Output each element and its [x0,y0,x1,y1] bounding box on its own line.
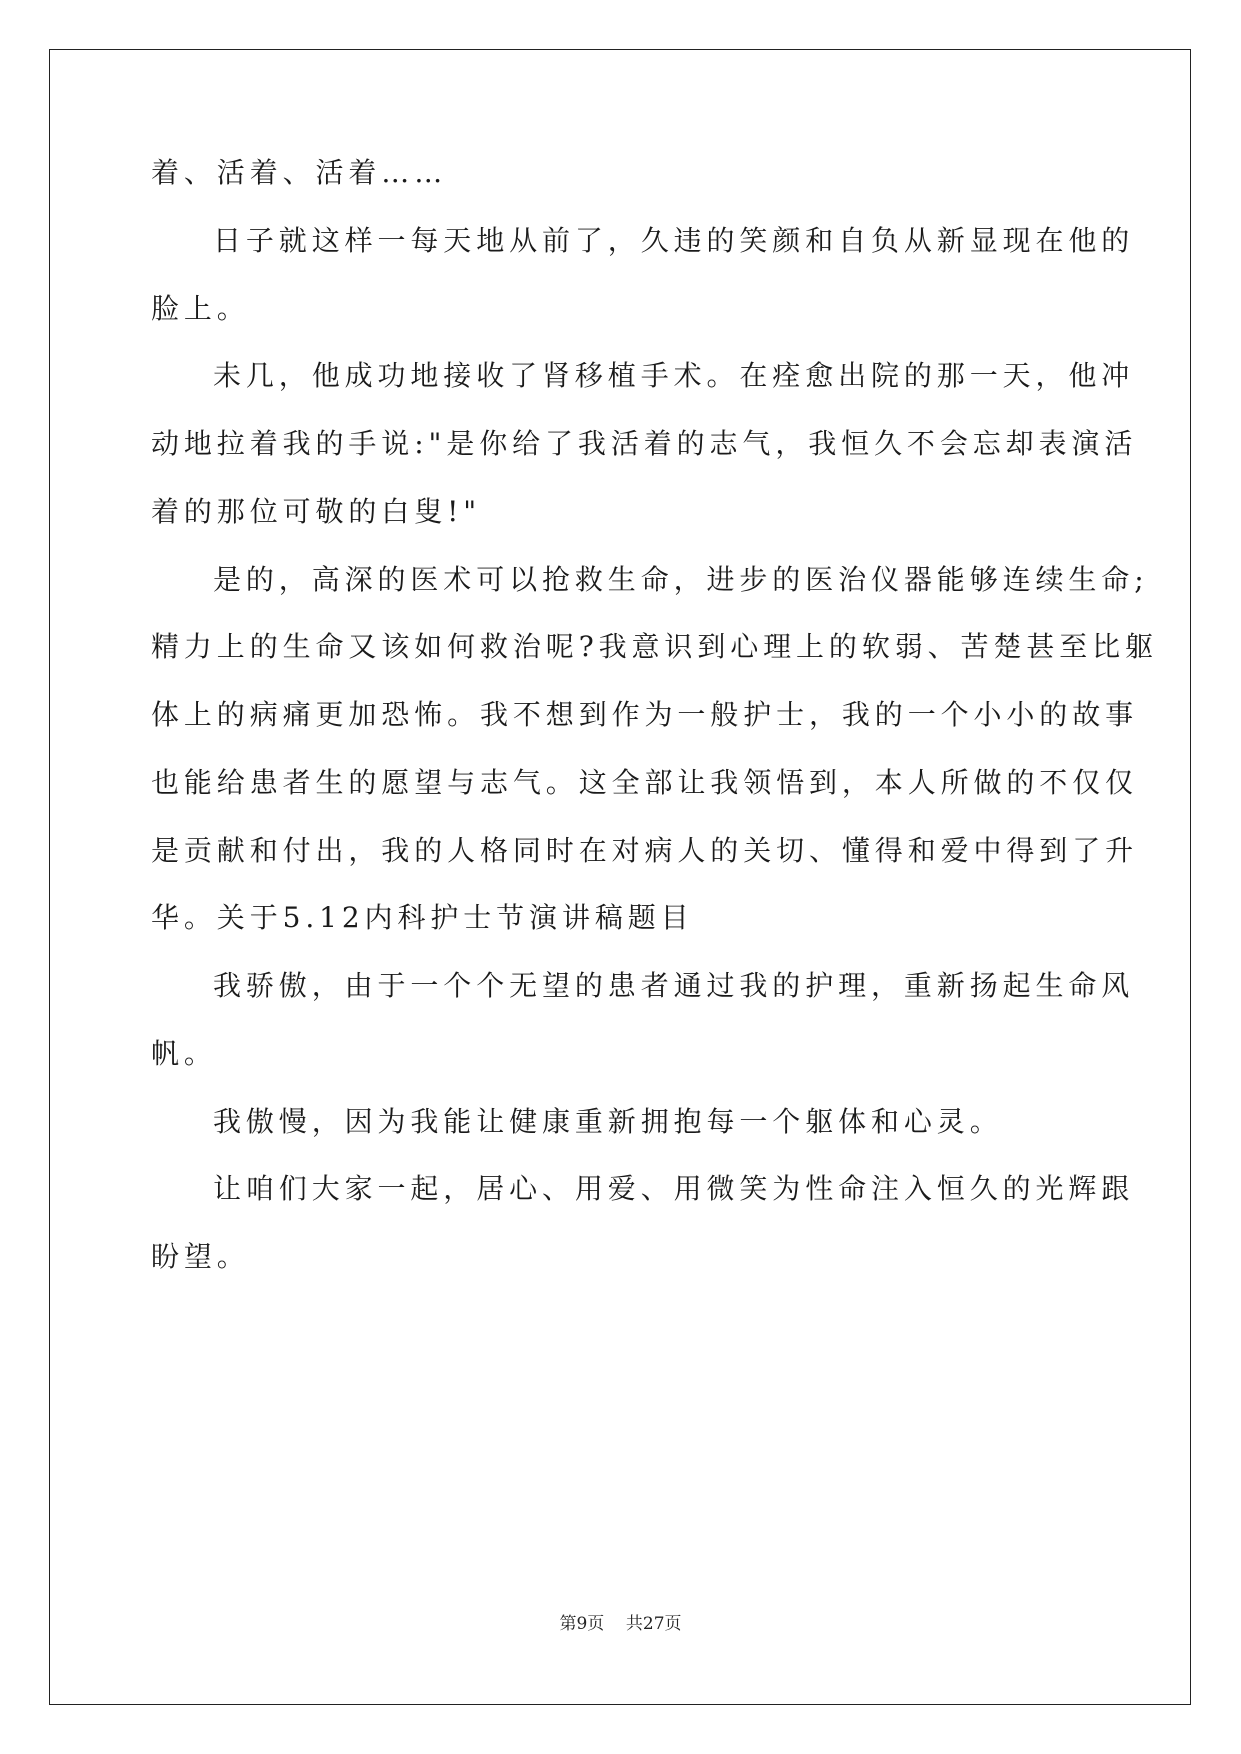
text-line: 体上的病痛更加恐怖。我不想到作为一般护士，我的一个小小的故事 [151,698,1139,731]
text-line: 动地拉着我的手说:"是你给了我活着的志气，我恒久不会忘却表演活 [151,427,1138,460]
text-line: 日子就这样一每天地从前了，久违的笑颜和自负从新显现在他的 [213,224,1135,257]
text-line: 我傲慢，因为我能让健康重新拥抱每一个躯体和心灵。 [213,1105,1003,1138]
text-line: 帆。 [151,1037,217,1070]
text-line: 华。关于5.12内科护士节演讲稿题目 [151,901,694,934]
text-line: 着的那位可敬的白叟!" [151,495,482,528]
text-line: 精力上的生命又该如何救治呢?我意识到心理上的软弱、苦楚甚至比躯 [151,630,1158,663]
text-line: 是贡献和付出，我的人格同时在对病人的关切、懂得和爱中得到了升 [151,834,1139,867]
text-line: 脸上。 [151,292,250,325]
text-line: 是的，高深的医术可以抢救生命，进步的医治仪器能够连续生命; [213,563,1149,596]
text-line: 我骄傲，由于一个个无望的患者通过我的护理，重新扬起生命风 [213,969,1135,1002]
page-number-footer: 第9页 共27页 [559,1614,682,1634]
text-line: 未几，他成功地接收了肾移植手术。在痊愈出院的那一天，他冲 [213,359,1135,392]
text-line: 着、活着、活着…… [151,156,448,189]
text-line: 也能给患者生的愿望与志气。这全部让我领悟到，本人所做的不仅仅 [151,766,1139,799]
text-line: 盼望。 [151,1240,250,1273]
text-line: 让咱们大家一起，居心、用爱、用微笑为性命注入恒久的光辉跟 [213,1172,1135,1205]
